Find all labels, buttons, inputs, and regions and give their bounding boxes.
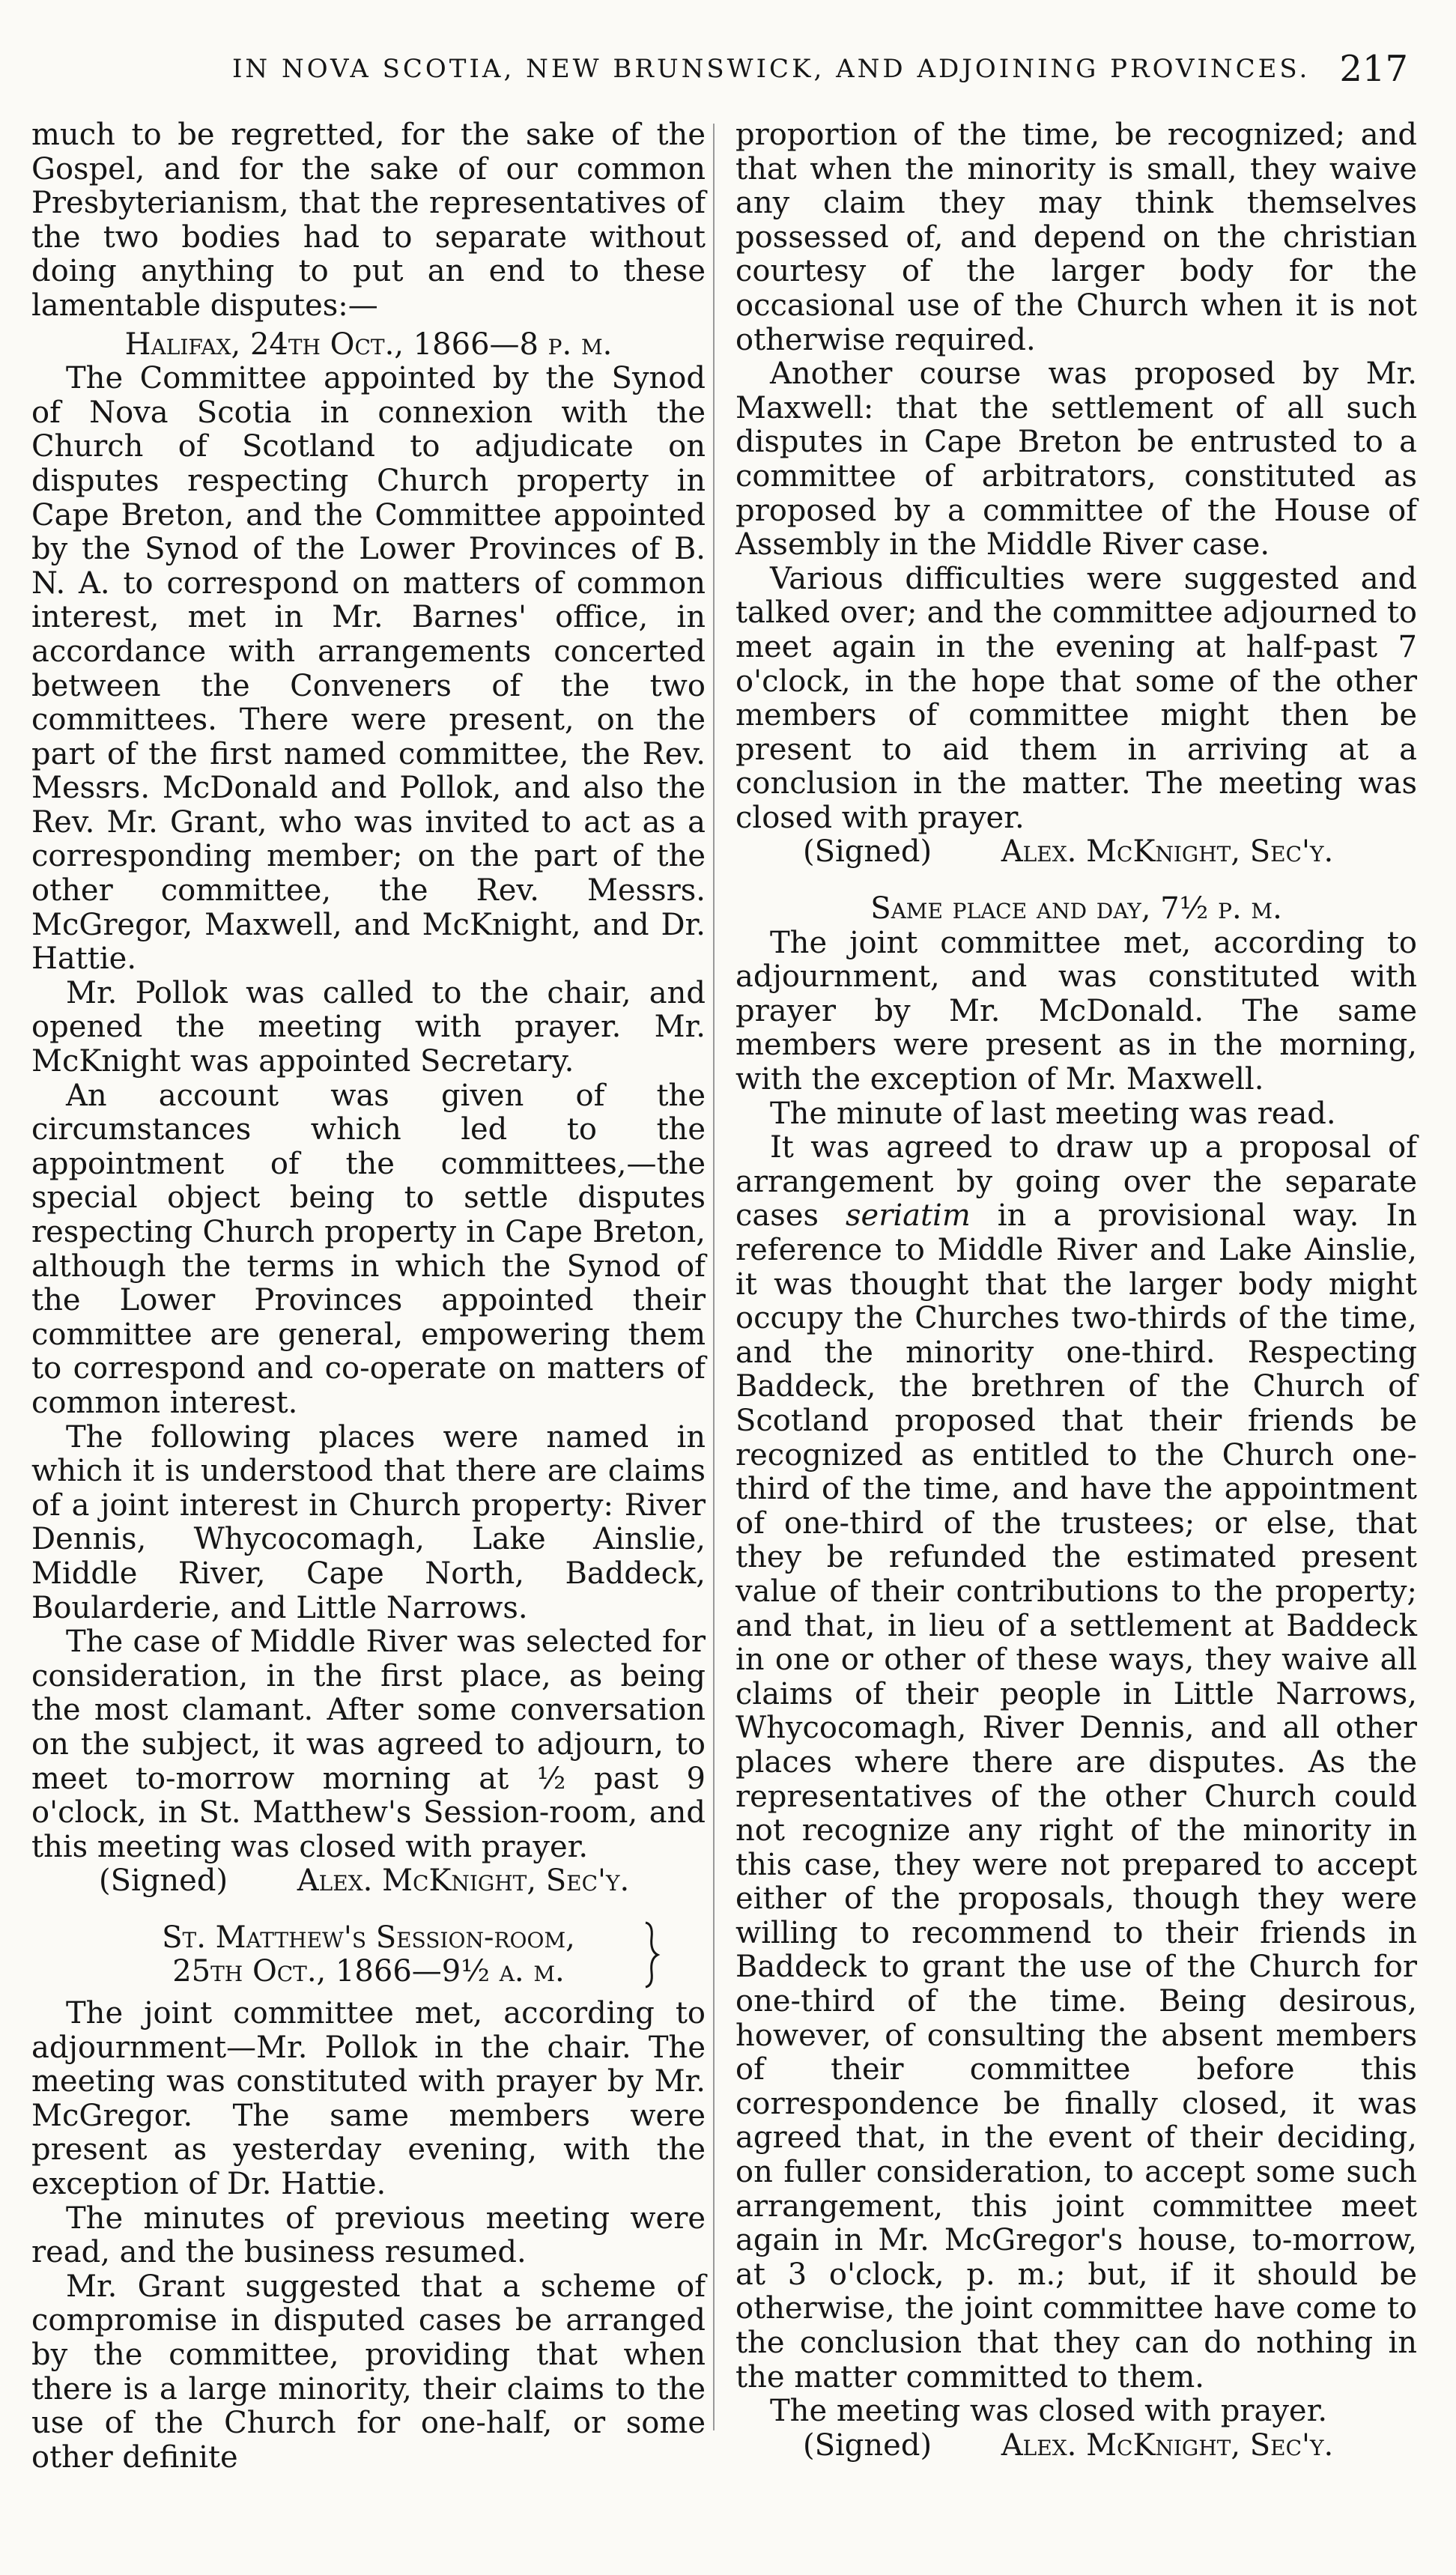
left-column: [31, 118, 706, 2475]
paragraph: Another course was proposed by Mr. Maxwell: that the settlement of all such disputes in Cape Breton be entrusted to a committee of arbitrators, constituted as proposed by a committee of the House of Assembly in the Middle River case.: [735, 357, 1417, 562]
paragraph: proportion of the time, be recognized; and that when the minority is small, they waive any claim they may think themselves possessed of, and depend on the christian courtesy of the larger body for the occasional use of the Church when it is not otherwise required.: [735, 118, 1417, 357]
brace-icon: [643, 1921, 661, 1989]
secretary-name: Alex. McKnight, Sec'y.: [1001, 2427, 1334, 2463]
paragraph: Various difficulties were suggested and talked over; and the committee adjourned to meet again in the evening at half-past 7 o'clock, in the hope that some of the other members of committee might then be present to aid them in arriving at a conclusion in the matter. The meeting was closed with prayer.: [735, 561, 1417, 835]
right-column: [735, 118, 1417, 2463]
section-heading: Halifax, 24th Oct., 1866—8 p. m.: [124, 327, 613, 362]
paragraph: The following places were named in which it is understood that there are claims of a joint interest in Church property: River Dennis, Whycocomagh, Lake Ainslie, Middle River, Cape North, Baddeck, Boularderie, and Little Narrows.: [31, 1419, 706, 1625]
signature-line: [803, 835, 1417, 870]
section-heading: Same place and day, 7½ p. m.: [870, 891, 1282, 926]
heading-line: St. Matthew's Session-room,: [162, 1920, 575, 1955]
signed-label: (Signed): [803, 834, 932, 870]
signature-line: [803, 2429, 1417, 2463]
paragraph: An account was given of the circumstances which led to the appointment of the committees,—the special object being to settle disputes respecting Church property in Cape Breton, although the terms in which the Synod of the Lower Provinces appointed their committee are general, empowering them to correspond and co-operate on matters of common interest.: [31, 1078, 706, 1420]
paragraph: Mr. Grant suggested that a scheme of compromise in disputed cases be arranged by the committee, providing that when there is a large minority, their claims to the use of the Church for one-half, or some other definite: [31, 2269, 706, 2475]
column-divider: [713, 124, 715, 2430]
secretary-name: Alex. McKnight, Sec'y.: [1001, 834, 1334, 870]
text-run: in a provisional way. In reference to Middle River and Lake Ainslie, it was thought that the larger body might occupy the Churches two-thirds of the time, and the minority one-third. Respecting Baddeck, the brethren of the Church of Scotland proposed that their friends be recognized as entitled to the Church one-third of the time, and have the appointment of one-third of the trustees; or else, that they be refunded the estimated present value of their contributions to the property; and that, in lieu of a settlement at Baddeck in one or other of these ways, they waive all claims of their people in Little Narrows, Whycocomagh, River Dennis, and all other places where there are disputes. As the representatives of the other Church could not recognize any right of the minority in this case, they were not prepared to accept either of the proposals, though they were willing to recommend to their friends in Baddeck to grant the use of the Church for one-third of the time. Being desirous, however, of consulting the absent members of their committee before this correspondence be finally closed, it was agreed that, in the event of their deciding, on fuller consideration, to accept some such arrangement, this joint committee meet again in Mr. McGregor's house, to-morrow, at 3 o'clock, p. m.; but, if it should be otherwise, the joint committee have come to the conclusion that they can do nothing in the matter committed to them.: [735, 1198, 1417, 2394]
signed-label: (Signed): [99, 1863, 228, 1899]
paragraph: The Committee appointed by the Synod of Nova Scotia in connexion with the Church of Scotland to adjudicate on disputes respecting Church property in Cape Breton, and the Committee appointed by the Synod of the Lower Provinces of B. N. A. to correspond on matters of common interest, met in Mr. Barnes' office, in accordance with arrangements concerted between the Conveners of the two committees. There were present, on the part of the first named committee, the Rev. Messrs. McDonald and Pollok, and also the Rev. Mr. Grant, who was invited to act as a corresponding member; on the part of the other committee, the Rev. Messrs. McGregor, Maxwell, and McKnight, and Dr. Hattie.: [31, 361, 706, 977]
paragraph: The meeting was closed with prayer.: [770, 2394, 1328, 2429]
italic-term: seriatim: [846, 1198, 971, 1234]
paragraph: The joint committee met, according to adjournment—Mr. Pollok in the chair. The meeting was constituted with prayer by Mr. McGregor. The same members were present as yesterday evening, with the exception of Dr. Hattie.: [31, 1996, 706, 2202]
running-head: IN NOVA SCOTIA, NEW BRUNSWICK, AND ADJOINING PROVINCES.: [232, 54, 1311, 84]
paragraph: The minutes of previous meeting were read, and the business resumed.: [31, 2201, 706, 2270]
text-run: It was agreed to draw up a proposal of arrangement by going over the separate cases: [735, 1130, 1417, 1234]
paragraph: The joint committee met, according to adjournment, and was constituted with prayer by Mr. McDonald. The same members were present as in the morning, with the exception of Mr. Maxwell.: [735, 925, 1417, 1097]
paragraph: [735, 1131, 1417, 2394]
paragraph: The case of Middle River was selected for consideration, in the first place, as being the most clamant. After some conversation on the subject, it was agreed to adjourn, to meet to-morrow morning at ½ past 9 o'clock, in St. Matthew's Session-room, and this meeting was closed with prayer.: [31, 1625, 706, 1864]
signature-line: [99, 1864, 706, 1899]
paragraph: The minute of last meeting was read.: [770, 1096, 1336, 1131]
page-header: [45, 48, 1408, 106]
page-number: 217: [1339, 48, 1408, 90]
secretary-name: Alex. McKnight, Sec'y.: [297, 1863, 630, 1899]
section-heading: [31, 1921, 706, 1989]
heading-line: 25th Oct., 1866—9½ a. m.: [172, 1954, 565, 1989]
signed-label: (Signed): [803, 2427, 932, 2463]
paragraph: much to be regretted, for the sake of the Gospel, and for the sake of our common Presbyterianism, that the representatives of the two bodies had to separate without doing anything to put an end to these lamentable disputes:—: [31, 118, 706, 323]
paragraph: Mr. Pollok was called to the chair, and opened the meeting with prayer. Mr. McKnight was appointed Secretary.: [31, 975, 706, 1079]
